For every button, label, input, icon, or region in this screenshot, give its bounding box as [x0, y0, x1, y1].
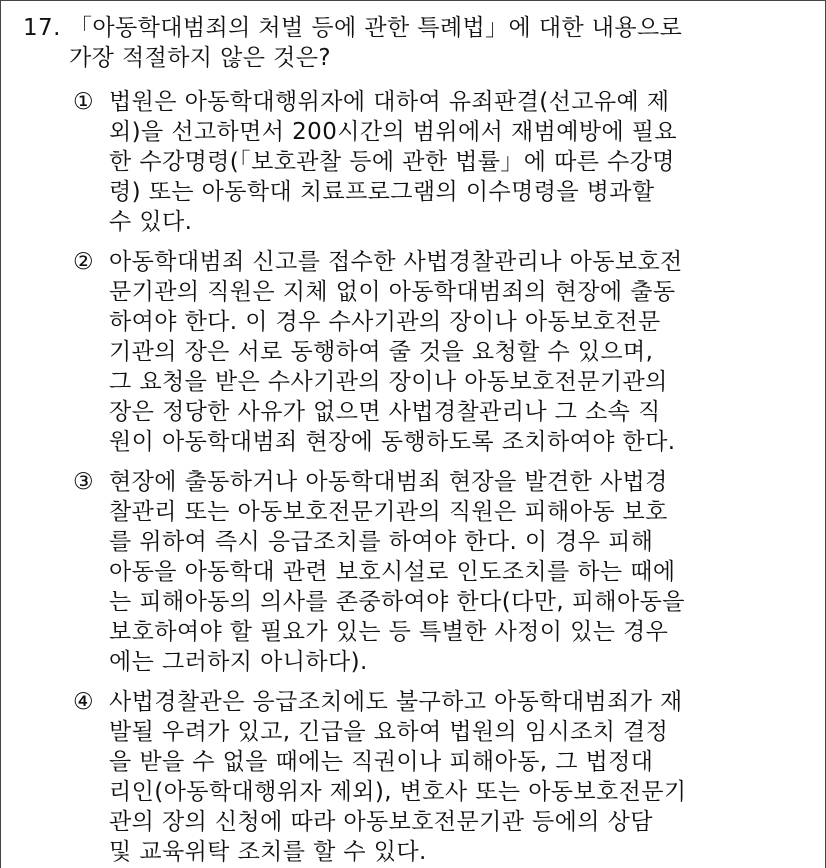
option-2-line: 원이 아동학대범죄 현장에 동행하도록 조치하여야 한다. — [109, 429, 676, 455]
option-1-marker: ① — [73, 89, 95, 115]
option-2-marker: ② — [73, 249, 95, 275]
option-4-line: 을 받을 수 없을 때에는 직권이나 피해아동, 그 법정대 — [109, 749, 654, 775]
option-2-line: 그 요청을 받은 수사기관의 장이나 아동보호전문기관의 — [109, 369, 668, 395]
option-3-line: 아동을 아동학대 관련 보호시설로 인도조치를 하는 때에 — [109, 559, 676, 585]
option-2-line: 아동학대범죄 신고를 접수한 사법경찰관리나 아동보호전 — [109, 249, 683, 275]
option-4-line: 및 교육위탁 조치를 할 수 있다. — [109, 839, 427, 865]
option-2-line: 문기관의 직원은 지체 없이 아동학대범죄의 현장에 출동 — [109, 279, 676, 305]
option-4-line: 사법경찰관은 응급조치에도 불구하고 아동학대범죄가 재 — [109, 689, 683, 715]
option-4-line: 발될 우려가 있고, 긴급을 요하여 법원의 임시조치 결정 — [109, 719, 669, 745]
option-1-line: 외)을 선고하면서 200시간의 범위에서 재범예방에 필요 — [109, 119, 678, 145]
option-3-line: 를 위하여 즉시 응급조치를 하여야 한다. 이 경우 피해 — [109, 529, 654, 555]
option-1-line: 령) 또는 아동학대 치료프로그램의 이수명령을 병과할 — [109, 179, 655, 205]
option-1-line: 법원은 아동학대행위자에 대하여 유죄판결(선고유예 제 — [109, 89, 670, 115]
option-1-line: 한 수강명령(「보호관찰 등에 관한 법률」에 따른 수강명 — [109, 149, 675, 175]
question-number: 17. — [23, 15, 61, 41]
option-2-line: 기관의 장은 서로 동행하여 줄 것을 요청할 수 있으며, — [109, 339, 654, 365]
option-4-line: 리인(아동학대행위자 제외), 변호사 또는 아동보호전문기 — [109, 779, 687, 805]
option-3-line: 보호하여야 할 필요가 있는 등 특별한 사정이 있는 경우 — [109, 619, 669, 645]
question-text-line: 가장 적절하지 않은 것은? — [69, 45, 331, 71]
option-4-line: 관의 장의 신청에 따라 아동보호전문기관 등에의 상담 — [109, 809, 653, 835]
option-4-marker: ④ — [73, 689, 95, 715]
option-3-line: 현장에 출동하거나 아동학대범죄 현장을 발견한 사법경 — [109, 469, 668, 495]
option-3-line: 찰관리 또는 아동보호전문기관의 직원은 피해아동 보호 — [109, 499, 668, 525]
option-3-marker: ③ — [73, 469, 95, 495]
option-3-line: 에는 그러하지 아니하다). — [109, 649, 368, 675]
question-text-line: 「아동학대범죄의 처벌 등에 관한 특례법」에 대한 내용으로 — [69, 15, 683, 41]
option-2-line: 장은 정당한 사유가 없으면 사법경찰관리나 그 소속 직 — [109, 399, 661, 425]
option-3-line: 는 피해아동의 의사를 존중하여야 한다(다만, 피해아동을 — [109, 589, 685, 615]
option-1-line: 수 있다. — [109, 209, 193, 235]
option-2-line: 하여야 한다. 이 경우 수사기관의 장이나 아동보호전문 — [109, 309, 661, 335]
